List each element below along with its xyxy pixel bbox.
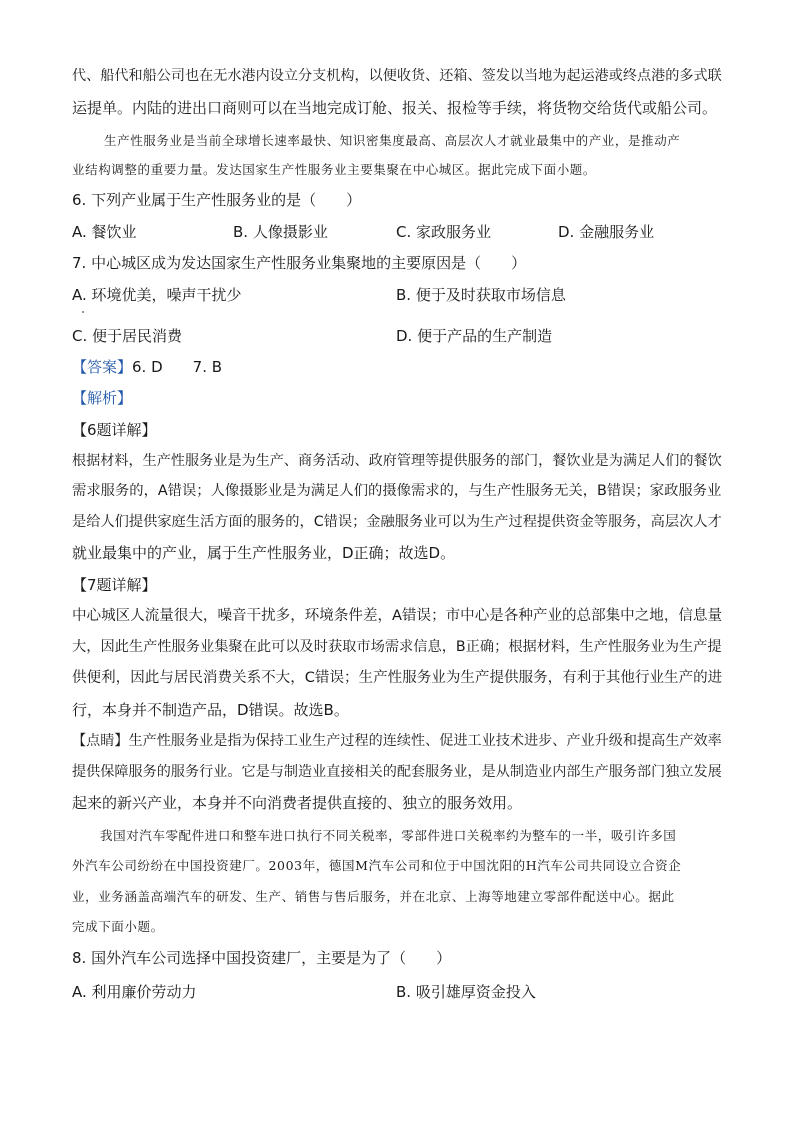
answer-line bbox=[72, 357, 222, 377]
detail-6-line: 根据材料，生产性服务业是为生产、商务活动、政府管理等提供服务的部门，餐饮业是为满足人们的餐饮 bbox=[72, 453, 722, 469]
detail-7-line: 中心城区人流量很大，噪音干扰多，环境条件差，A错误；市中心是各种产业的总部集中之地，信息量 bbox=[72, 607, 723, 624]
tip-text: 生产性服务业是指为保持工业生产过程的连续性、促进工业技术进步、产业升级和提高生产效率 bbox=[128, 733, 722, 749]
tip-line: 起来的新兴产业，本身并不向消费者提供直接的、独立的服务效用。 bbox=[72, 794, 523, 812]
material-line: 我国对汽车零配件进口和整车进口执行不同关税率，零部件进口关税率约为整车的一半，吸引许多国 bbox=[100, 828, 677, 843]
q7-option-d: D. 便于产品的生产制造 bbox=[396, 327, 553, 345]
material-line: 业，业务涵盖高端汽车的研发、生产、销售与售后服务，并在北京、上海等地建立零部件配送中心。据此 bbox=[72, 889, 675, 904]
q7-option-b: B. 便于及时获取市场信息 bbox=[396, 286, 566, 304]
answer-label: 【答案】 bbox=[72, 358, 133, 376]
detail-6-line: 是给人们提供家庭生活方面的服务的，C错误；金融服务业可以为生产过程提供资金等服务，高层次人才 bbox=[72, 514, 722, 530]
q6-option-b: B. 人像摄影业 bbox=[233, 223, 328, 241]
material-line: 生产性服务业是当前全球增长速率最快、知识密集度最高、高层次人才就业最集中的产业，是推动产 bbox=[104, 133, 681, 148]
material-line: 完成下面小题。 bbox=[72, 919, 164, 934]
q8-option-b: B. 吸引雄厚资金投入 bbox=[396, 983, 536, 1001]
tip-line bbox=[72, 731, 722, 751]
q7-option-c: C. 便于居民消费 bbox=[72, 327, 183, 345]
q6-option-d: D. 金融服务业 bbox=[558, 223, 655, 241]
question-6-stem: 6. 下列产业属于生产性服务业的是（ ） bbox=[72, 191, 362, 209]
q8-option-a: A. 利用廉价劳动力 bbox=[72, 983, 197, 1001]
question-7-stem: 7. 中心城区成为发达国家生产性服务业集聚地的主要原因是（ ） bbox=[72, 254, 527, 272]
answer-text: 6. D 7. B bbox=[132, 358, 223, 376]
tip-label: 【点睛】 bbox=[72, 733, 129, 749]
q6-option-c: C. 家政服务业 bbox=[396, 223, 492, 241]
material-line: 业结构调整的重要力量。发达国家生产性服务业主要集聚在中心城区。据此完成下面小题。 bbox=[72, 162, 597, 177]
intro-line: 运提单。内陆的进出口商则可以在当地完成订舱、报关、报检等手续，将货物交给货代或船公司。 bbox=[72, 99, 718, 117]
analysis-label: 【解析】 bbox=[72, 389, 133, 407]
tip-line: 提供保障服务的服务行业。它是与制造业直接相关的配套服务业，是从制造业内部生产服务部门独立发展 bbox=[72, 764, 722, 780]
q6-option-a: A. 餐饮业 bbox=[72, 223, 137, 241]
detail-6-label: 【6题详解】 bbox=[72, 421, 157, 439]
detail-7-line: 行，本身并不制造产品，D错误。故选B。 bbox=[72, 701, 349, 719]
detail-6-line: 就业最集中的产业，属于生产性服务业，D正确；故选D。 bbox=[72, 544, 456, 562]
scan-dot bbox=[82, 311, 84, 313]
detail-7-label: 【7题详解】 bbox=[72, 576, 157, 594]
detail-7-line: 大，因此生产性服务业集聚在此可以及时获取市场需求信息，B正确；根据材料，生产性服务业为生产提 bbox=[72, 639, 722, 655]
detail-6-line: 需求服务的，A错误；人像摄影业是为满足人们的摄像需求的，与生产性服务无关，B错误；家政服务业 bbox=[72, 483, 722, 499]
detail-7-line: 供便利，因此与居民消费关系不大，C错误；生产性服务业为生产提供服务，有利于其他行业生产的进 bbox=[72, 669, 723, 686]
material-line: 外汽车公司纷纷在中国投资建厂。2003年，德国M汽车公司和位于中国沈阳的H汽车公司共同设立合资企 bbox=[72, 858, 682, 873]
question-8-stem: 8. 国外汽车公司选择中国投资建厂，主要是为了（ ） bbox=[72, 949, 452, 967]
q7-option-a: A. 环境优美，噪声干扰少 bbox=[72, 286, 242, 304]
intro-line: 代、船代和船公司也在无水港内设立分支机构，以便收货、还箱、签发以当地为起运港或终点港的多式联 bbox=[72, 68, 722, 84]
